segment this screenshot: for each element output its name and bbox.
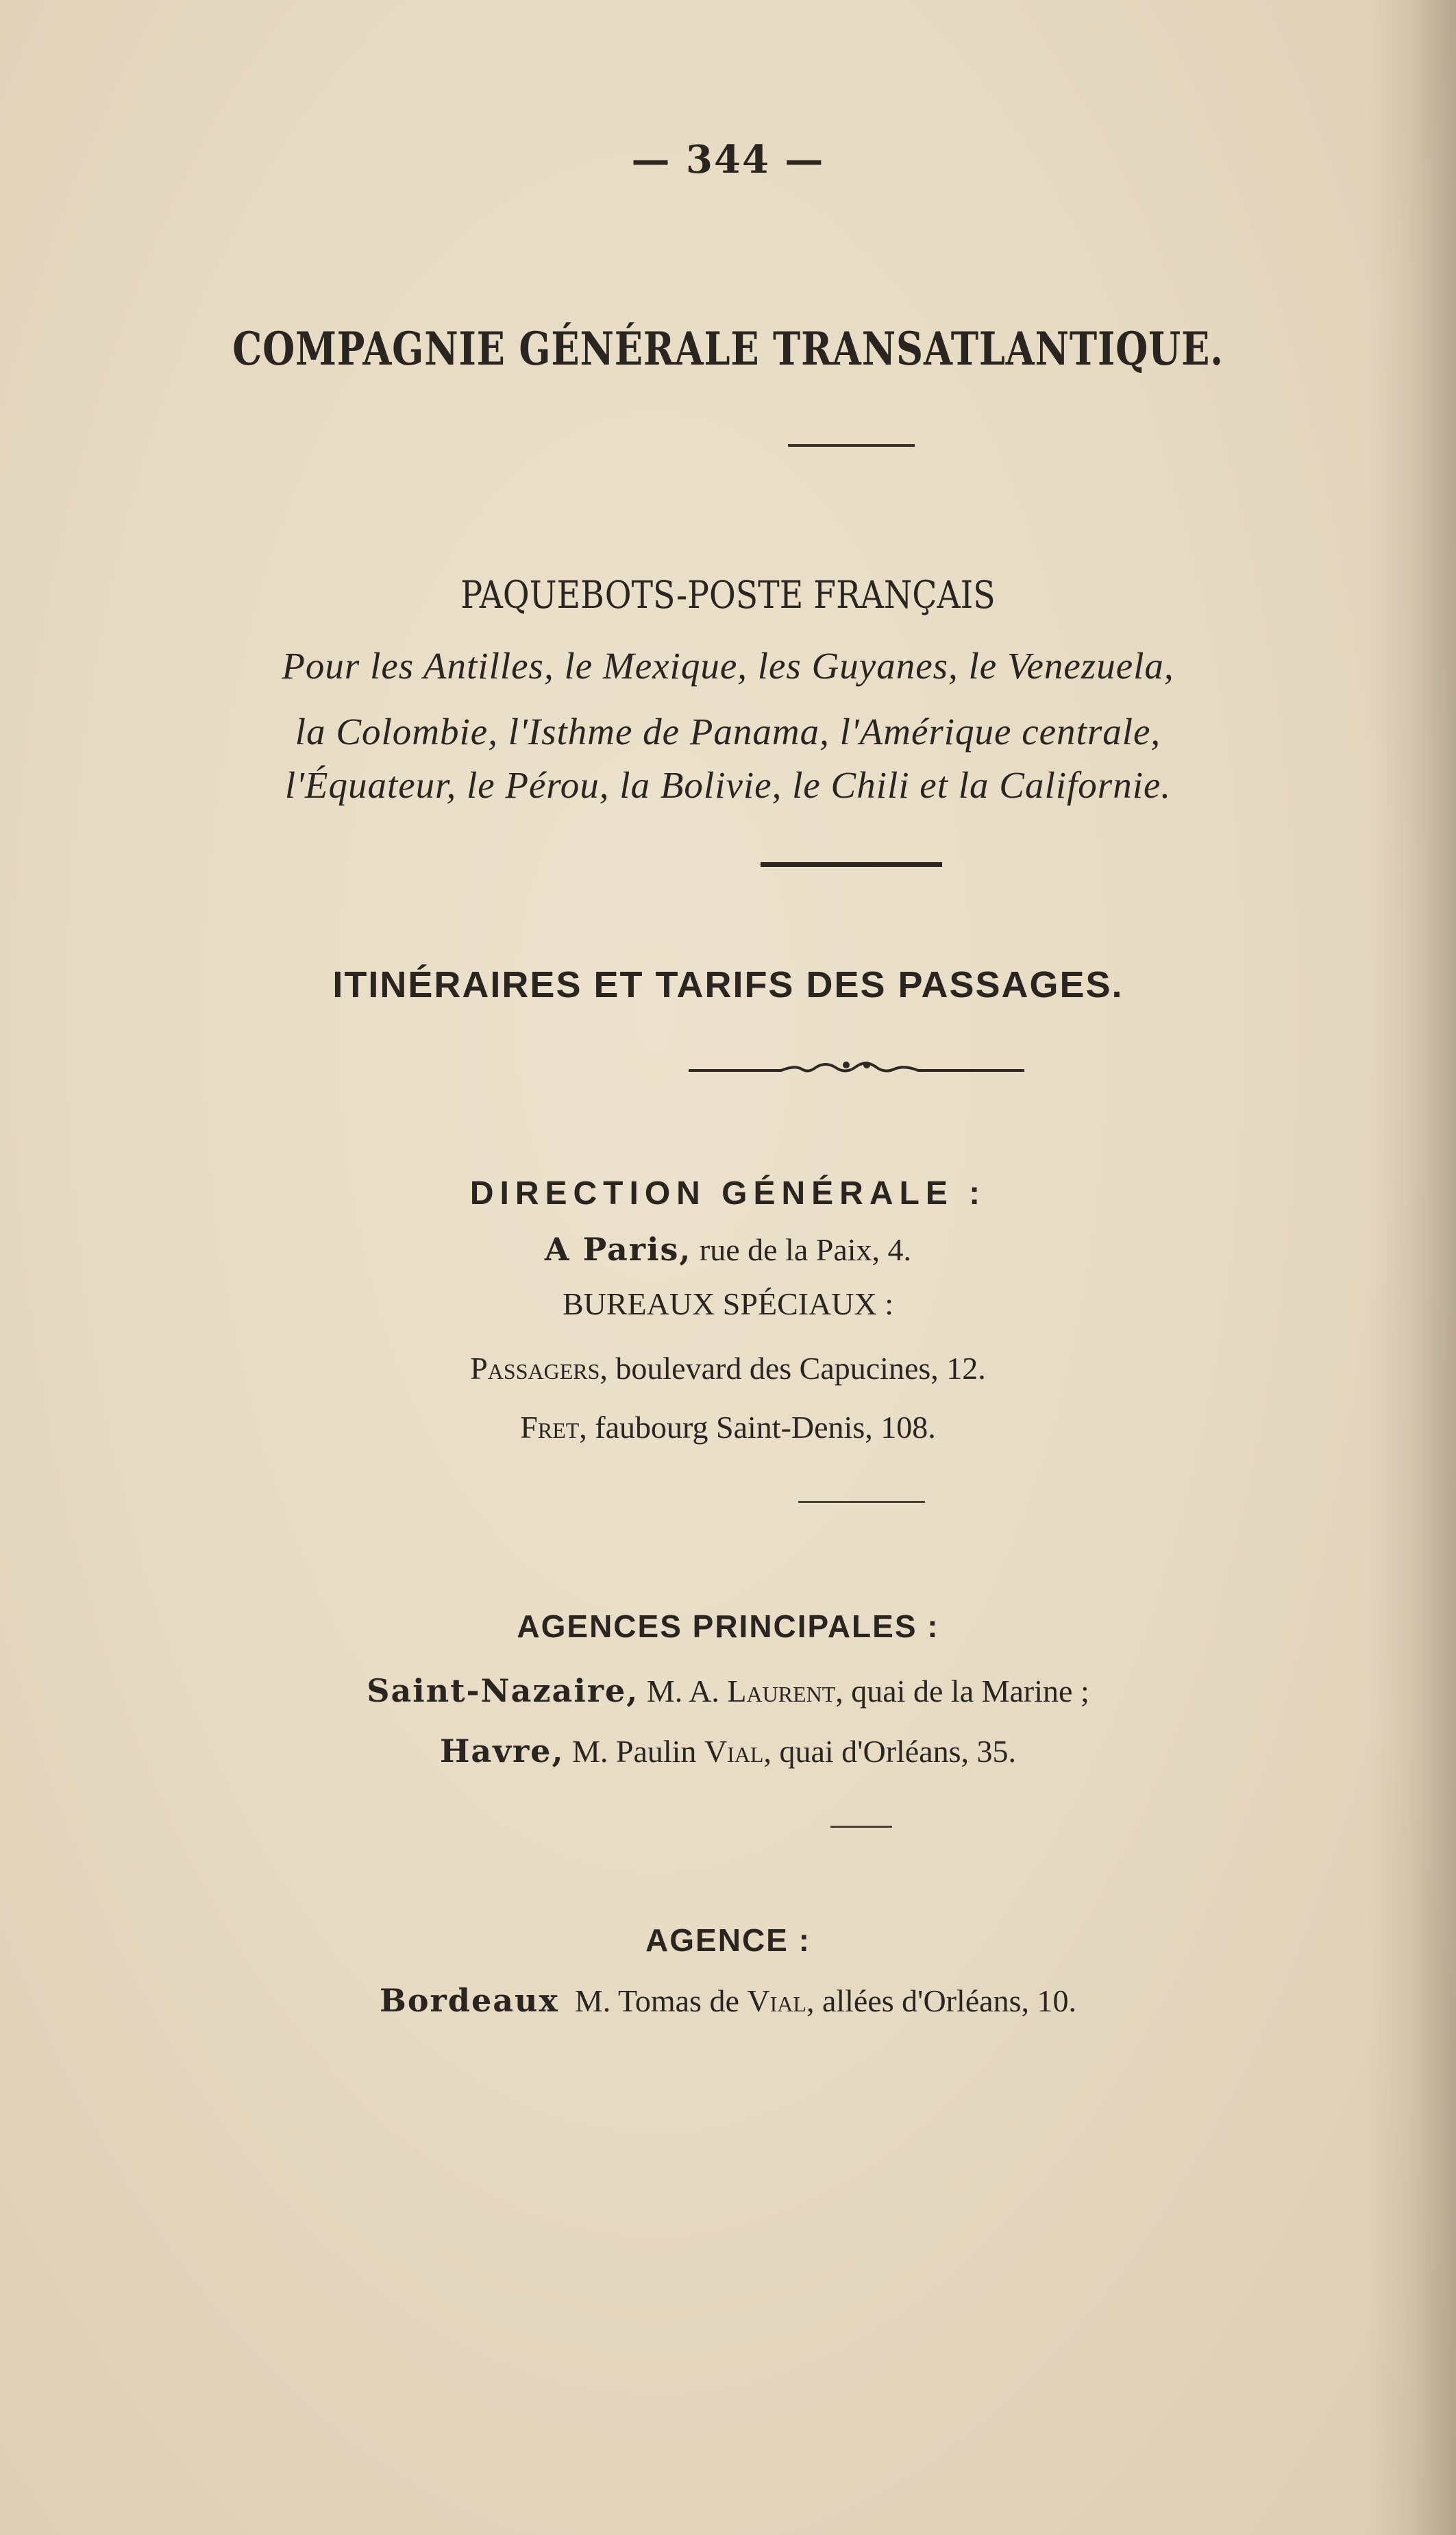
paris-city: A Paris, <box>544 1231 692 1268</box>
paris-address: rue de la Paix, 4. <box>699 1232 912 1267</box>
divider-rule-thin <box>798 1501 925 1503</box>
destinations-line-1: Pour les Antilles, le Mexique, les Guyanes, le Venezuela, <box>282 645 1174 687</box>
passagers-label: Passagers <box>470 1351 600 1386</box>
saint-nazaire-line <box>0 1672 1456 1709</box>
destinations-line-2: la Colombie, l'Isthme de Panama, l'Amérique centrale, <box>295 711 1161 752</box>
paris-address-line <box>0 1231 1456 1268</box>
fret-address: , faubourg Saint-Denis, 108. <box>579 1410 936 1445</box>
fret-label: Fret <box>520 1410 580 1445</box>
havre-agent: Vial <box>704 1734 764 1769</box>
bordeaux-prefix: M. Tomas de <box>558 1983 748 2018</box>
saint-nazaire-address: , quai de la Marine ; <box>835 1674 1089 1709</box>
bordeaux-agent: Vial <box>747 1983 806 2018</box>
passagers-line <box>0 1350 1456 1386</box>
page-number: — 344 — <box>631 137 825 182</box>
subtitle: PAQUEBOTS-POSTE FRANÇAIS <box>460 573 996 617</box>
saint-nazaire-agent: Laurent <box>727 1674 836 1709</box>
bordeaux-city: Bordeaux <box>380 1982 559 2019</box>
havre-prefix: M. Paulin <box>564 1734 704 1769</box>
saint-nazaire-prefix: M. A. <box>639 1674 728 1709</box>
divider-rule <box>788 444 915 447</box>
direction-heading: DIRECTION GÉNÉRALE : <box>469 1175 987 1212</box>
section-title: ITINÉRAIRES ET TARIFS DES PASSAGES. <box>332 964 1124 1005</box>
bordeaux-line <box>0 1982 1456 2019</box>
passagers-address: , boulevard des Capucines, 12. <box>600 1351 986 1386</box>
havre-address: , quai d'Orléans, 35. <box>763 1734 1017 1769</box>
bordeaux-address: , allées d'Orléans, 10. <box>806 1983 1076 2018</box>
havre-line <box>0 1732 1456 1769</box>
bureaux-heading: BUREAUX SPÉCIAUX : <box>562 1286 894 1321</box>
agences-principales-heading: AGENCES PRINCIPALES : <box>517 1608 939 1644</box>
saint-nazaire-city: Saint-Nazaire, <box>367 1672 639 1709</box>
divider-rule-thick <box>761 862 942 867</box>
divider-rule-short <box>830 1826 892 1828</box>
ornament-divider-icon <box>685 1055 1028 1083</box>
fret-line <box>0 1409 1456 1445</box>
havre-city: Havre, <box>439 1732 565 1769</box>
agence-heading: AGENCE : <box>645 1922 811 1958</box>
company-title: COMPAGNIE GÉNÉRALE TRANSATLANTIQUE. <box>232 322 1224 376</box>
destinations-line-3: l'Équateur, le Pérou, la Bolivie, le Chili et la Californie. <box>284 764 1172 806</box>
